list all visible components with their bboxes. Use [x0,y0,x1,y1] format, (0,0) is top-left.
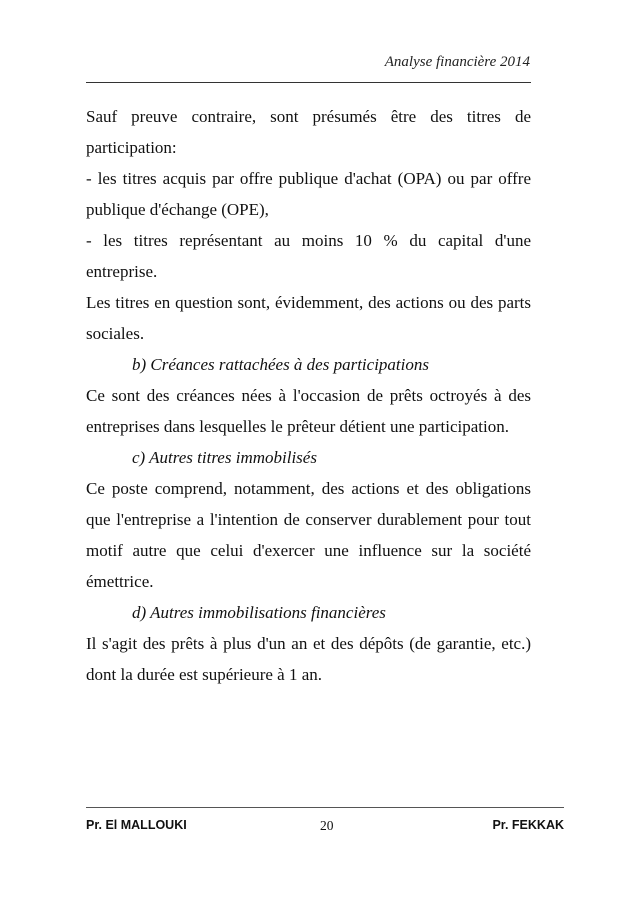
header-divider [86,82,531,83]
running-header-title: Analyse financière 2014 [384,54,530,70]
page-footer [86,818,564,838]
footer-divider [86,807,564,808]
footer-author-right: Pr. FEKKAK [492,818,564,832]
subheading-autres-immobilisations: d) Autres immobilisations financières [132,603,386,622]
list-item-opa-ope: - les titres acquis par offre publique d'achat (OPA) ou par offre publique d'échange (OPE), [86,169,531,219]
paragraph-titres-participation: Sauf preuve contraire, sont présumés être des titres de participation: [86,107,531,157]
paragraph-actions-parts: Les titres en question sont, évidemment, des actions ou des parts sociales. [86,293,531,343]
paragraph-autres-immobilisations: Il s'agit des prêts à plus d'un an et des dépôts (de garantie, etc.) dont la durée est supérieure à 1 an. [86,634,531,684]
list-item-capital: - les titres représentant au moins 10 % du capital d'une entreprise. [86,231,531,281]
paragraph-autres-titres: Ce poste comprend, notamment, des actions et des obligations que l'entreprise a l'intention de conserver durablement pour tout motif autre que celui d'exercer une influence sur la société émettrice. [86,479,531,591]
subheading-autres-titres: c) Autres titres immobilisés [132,448,317,467]
paragraph-creances: Ce sont des créances nées à l'occasion de prêts octroyés à des entreprises dans lesquelles le prêteur détient une participation. [86,386,531,436]
page-number: 20 [320,818,334,833]
body-text [86,101,531,690]
footer-author-left: Pr. El MALLOUKI [86,818,187,832]
subheading-creances: b) Créances rattachées à des participations [132,355,429,374]
